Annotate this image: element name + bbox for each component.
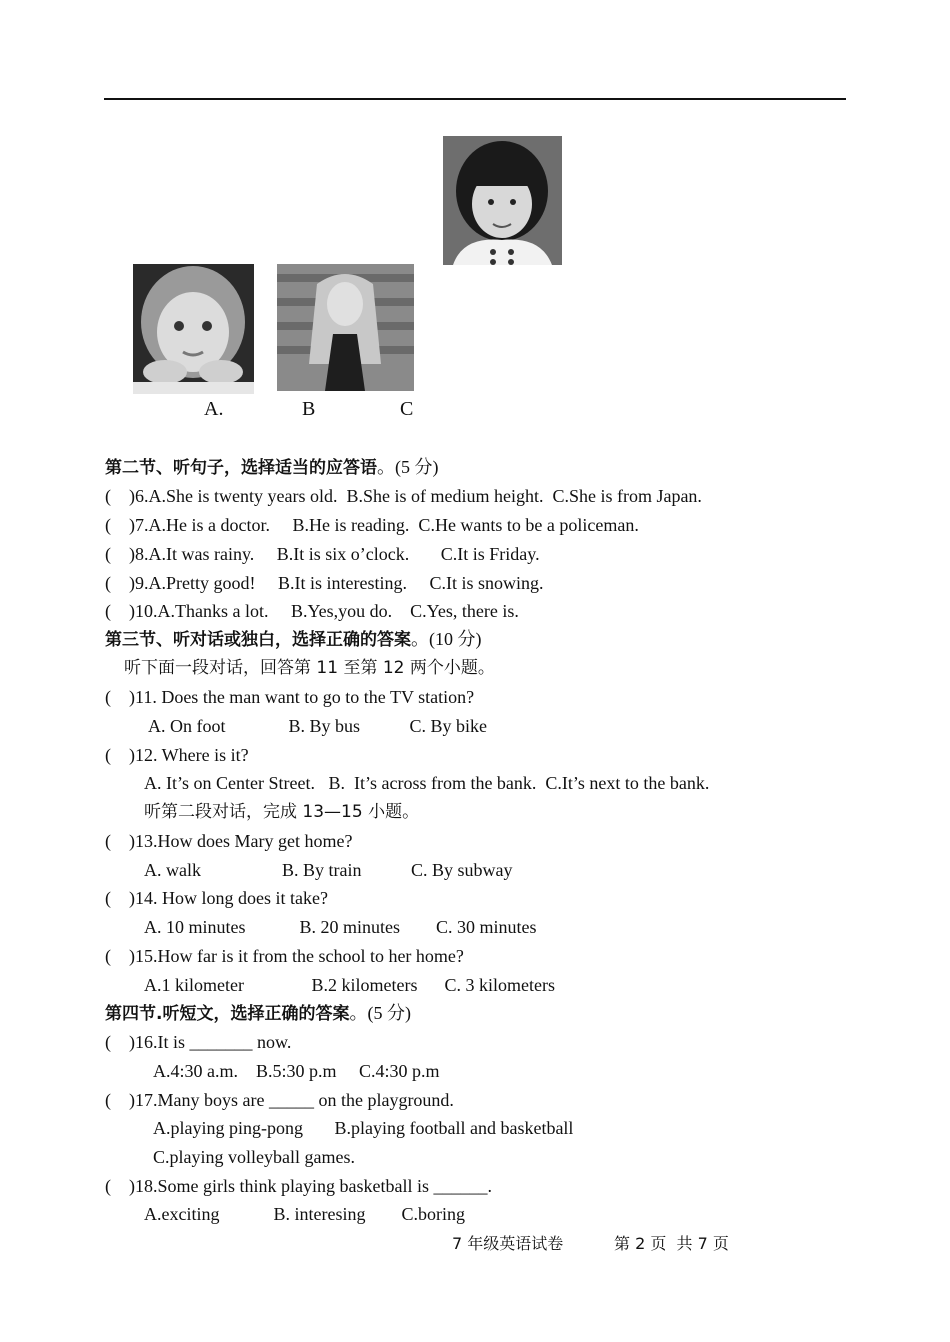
question-18: ( )18.Some girls think playing basketball is ______. xyxy=(105,1176,492,1196)
question-15: ( )15.How far is it from the school to her home? xyxy=(105,946,464,966)
question-11: ( )11. Does the man want to go to the TV station? xyxy=(105,687,475,707)
section2-title: 第二节、听句子，选择适当的应答语 xyxy=(105,458,377,478)
question-16-options: A.4:30 a.m. B.5:30 p.m C.4:30 p.m xyxy=(153,1061,440,1081)
section2-heading xyxy=(105,456,439,479)
section4-title: 第四节.听短文，选择正确的答案 xyxy=(105,1004,350,1024)
section2-points: 。(5 分) xyxy=(377,457,439,477)
question-14-options: A. 10 minutes B. 20 minutes C. 30 minutes xyxy=(144,917,537,937)
question-10: ( )10.A.Thanks a lot. B.Yes,you do. C.Yes, there is. xyxy=(105,601,519,621)
section3-intro2: 听第二段对话，完成 13—15 小题。 xyxy=(144,802,420,822)
girl-photo-c xyxy=(443,136,562,265)
girl-photo-a xyxy=(133,264,254,394)
question-7: ( )7.A.He is a doctor. B.He is reading. C.He wants to be a policeman. xyxy=(105,515,639,535)
question-17-options-1: A.playing ping-pong B.playing football and basketball xyxy=(153,1118,574,1138)
section3-title: 第三节、听对话或独白，选择正确的答案 xyxy=(105,630,411,650)
question-6: ( )6.A.She is twenty years old. B.She is of medium height. C.She is from Japan. xyxy=(105,486,702,506)
question-12-options: A. It’s on Center Street. B. It’s across from the bank. C.It’s next to the bank. xyxy=(144,773,710,793)
question-17-options-2: C.playing volleyball games. xyxy=(153,1147,355,1167)
header-rule xyxy=(104,98,846,100)
footer-exam-name: 7 年级英语试卷 xyxy=(452,1234,564,1253)
section4-heading xyxy=(105,1002,411,1025)
section3-intro1: 听下面一段对话，回答第 11 至第 12 两个小题。 xyxy=(124,658,495,678)
footer-page-info: 第 2 页 共 7 页 xyxy=(614,1234,729,1253)
question-15-options: A.1 kilometer B.2 kilometers C. 3 kilometers xyxy=(144,975,555,995)
question-12: ( )12. Where is it? xyxy=(105,745,249,765)
question-13: ( )13.How does Mary get home? xyxy=(105,831,353,851)
section4-points: 。(5 分) xyxy=(349,1003,411,1023)
section3-points: 。(10 分) xyxy=(411,629,482,649)
question-11-options: A. On foot B. By bus C. By bike xyxy=(148,716,488,736)
question-17: ( )17.Many boys are _____ on the playground. xyxy=(105,1090,454,1110)
photo-label-c: C xyxy=(400,398,414,420)
question-9: ( )9.A.Pretty good! B.It is interesting. C.It is snowing. xyxy=(105,573,544,593)
section3-heading xyxy=(105,628,482,651)
question-16: ( )16.It is _______ now. xyxy=(105,1032,292,1052)
question-14: ( )14. How long does it take? xyxy=(105,888,328,908)
question-13-options: A. walk B. By train C. By subway xyxy=(144,860,513,880)
question-8: ( )8.A.It was rainy. B.It is six o’clock. C.It is Friday. xyxy=(105,544,540,564)
photo-label-b: B xyxy=(302,398,316,420)
girl-photo-b xyxy=(277,264,414,391)
question-18-options: A.exciting B. interesing C.boring xyxy=(144,1204,465,1224)
photo-label-a: A. xyxy=(204,398,224,420)
